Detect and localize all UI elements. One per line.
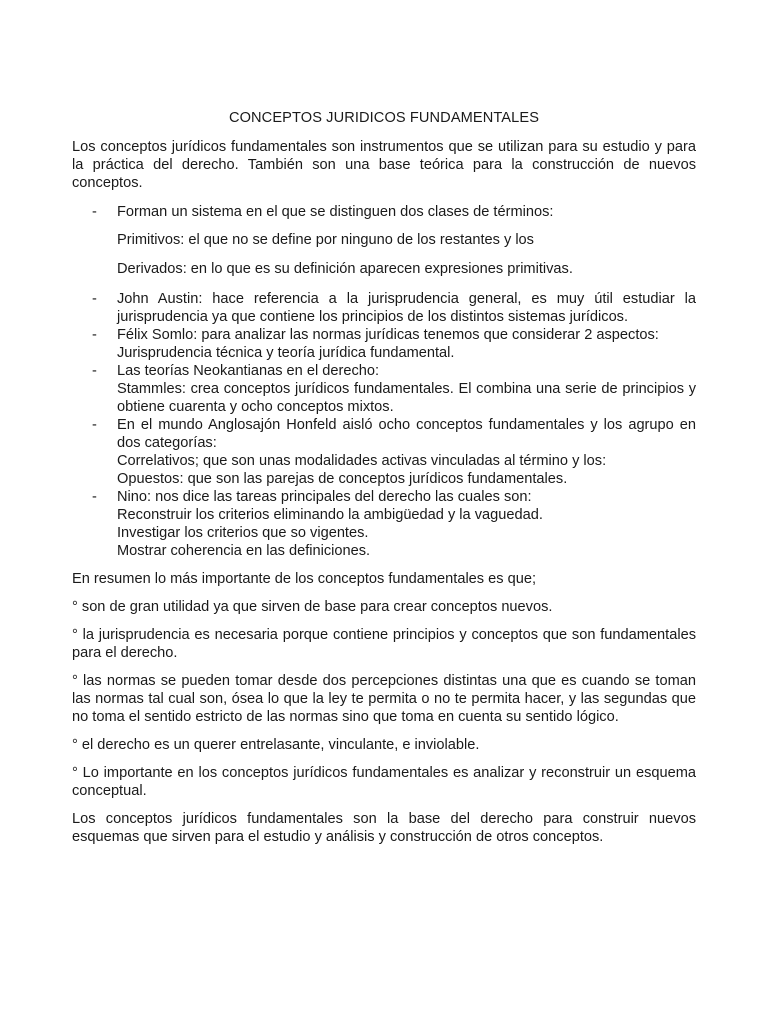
bullet-item-nino xyxy=(72,488,696,560)
summary-point: ° son de gran utilidad ya que sirven de base para crear conceptos nuevos. xyxy=(72,599,553,615)
bullet-line: En el mundo Anglosajón Honfeld aisló ocho conceptos fundamentales y los agrupo en dos categorías: xyxy=(117,417,696,451)
bullet-line: Nino: nos dice las tareas principales del derecho las cuales son: xyxy=(117,489,532,505)
bullet-line: Correlativos; que son unas modalidades activas vinculadas al término y los: xyxy=(117,453,607,469)
bullet-dash: - xyxy=(92,489,97,505)
bullet-dash: - xyxy=(92,291,97,307)
bullet-line: Jurisprudencia técnica y teoría jurídica fundamental. xyxy=(117,345,455,361)
bullet-line: Reconstruir los criterios eliminando la ambigüedad y la vaguedad. xyxy=(117,507,543,523)
bullet-item-austin xyxy=(72,290,696,326)
bullet-line: Las teorías Neokantianas en el derecho: xyxy=(117,363,380,379)
bullet-item-neokantianas xyxy=(72,362,696,416)
summary-point: ° el derecho es un querer entrelasante, vinculante, e inviolable. xyxy=(72,737,480,753)
document-page xyxy=(72,109,696,856)
summary-paragraph: En resumen lo más importante de los conceptos fundamentales es que; xyxy=(72,571,537,587)
bullet-dash: - xyxy=(92,417,97,433)
sub-item-derivados: Derivados: en lo que es su definición aparecen expresiones primitivas. xyxy=(117,261,573,277)
bullet-line: Stammles: crea conceptos jurídicos fundamentales. El combina una serie de principios y obtiene cuarenta y ocho conceptos mixtos. xyxy=(117,381,696,415)
bullet-list xyxy=(72,290,696,560)
bullet-dash: - xyxy=(92,204,97,220)
bullet-dash: - xyxy=(92,363,97,379)
summary-point: ° Lo importante en los conceptos jurídicos fundamentales es analizar y reconstruir un esquema conceptual. xyxy=(72,765,696,799)
bullet-line: Mostrar coherencia en las definiciones. xyxy=(117,543,371,559)
bullet-dash: - xyxy=(92,327,97,343)
summary-point: ° las normas se pueden tomar desde dos percepciones distintas una que es cuando se toman las normas tal cual son, ósea lo que la ley te permita o no te permita hacer, y las segundas que no toma el sentido estricto de las normas sino que toma en cuenta su sentido lógico. xyxy=(72,673,696,725)
intro-paragraph: Los conceptos jurídicos fundamentales son instrumentos que se utilizan para su estudio y para la práctica del derecho. También son una base teórica para la construcción de nuevos conceptos. xyxy=(72,139,696,191)
bullet-line: John Austin: hace referencia a la jurisprudencia general, es muy útil estudiar la jurisprudencia ya que contiene los principios de los distintos sistemas jurídicos. xyxy=(117,291,696,325)
bullet-text: Forman un sistema en el que se distinguen dos clases de términos: xyxy=(117,204,554,220)
bullet-item-1 xyxy=(72,203,696,221)
closing-paragraph: Los conceptos jurídicos fundamentales son la base del derecho para construir nuevos esquemas que sirven para el estudio y análisis y construcción de otros conceptos. xyxy=(72,811,696,845)
summary-point: ° la jurisprudencia es necesaria porque contiene principios y conceptos que son fundamentales para el derecho. xyxy=(72,627,696,661)
bullet-item-somlo xyxy=(72,326,696,362)
sub-item-primitivos: Primitivos: el que no se define por ninguno de los restantes y los xyxy=(117,232,534,248)
bullet-line: Félix Somlo: para analizar las normas jurídicas tenemos que considerar 2 aspectos: xyxy=(117,327,659,343)
document-title: CONCEPTOS JURIDICOS FUNDAMENTALES xyxy=(228,110,540,126)
bullet-line: Investigar los criterios que so vigentes. xyxy=(117,525,369,541)
bullet-item-honfeld xyxy=(72,416,696,488)
bullet-line: Opuestos: que son las parejas de conceptos jurídicos fundamentales. xyxy=(117,471,568,487)
